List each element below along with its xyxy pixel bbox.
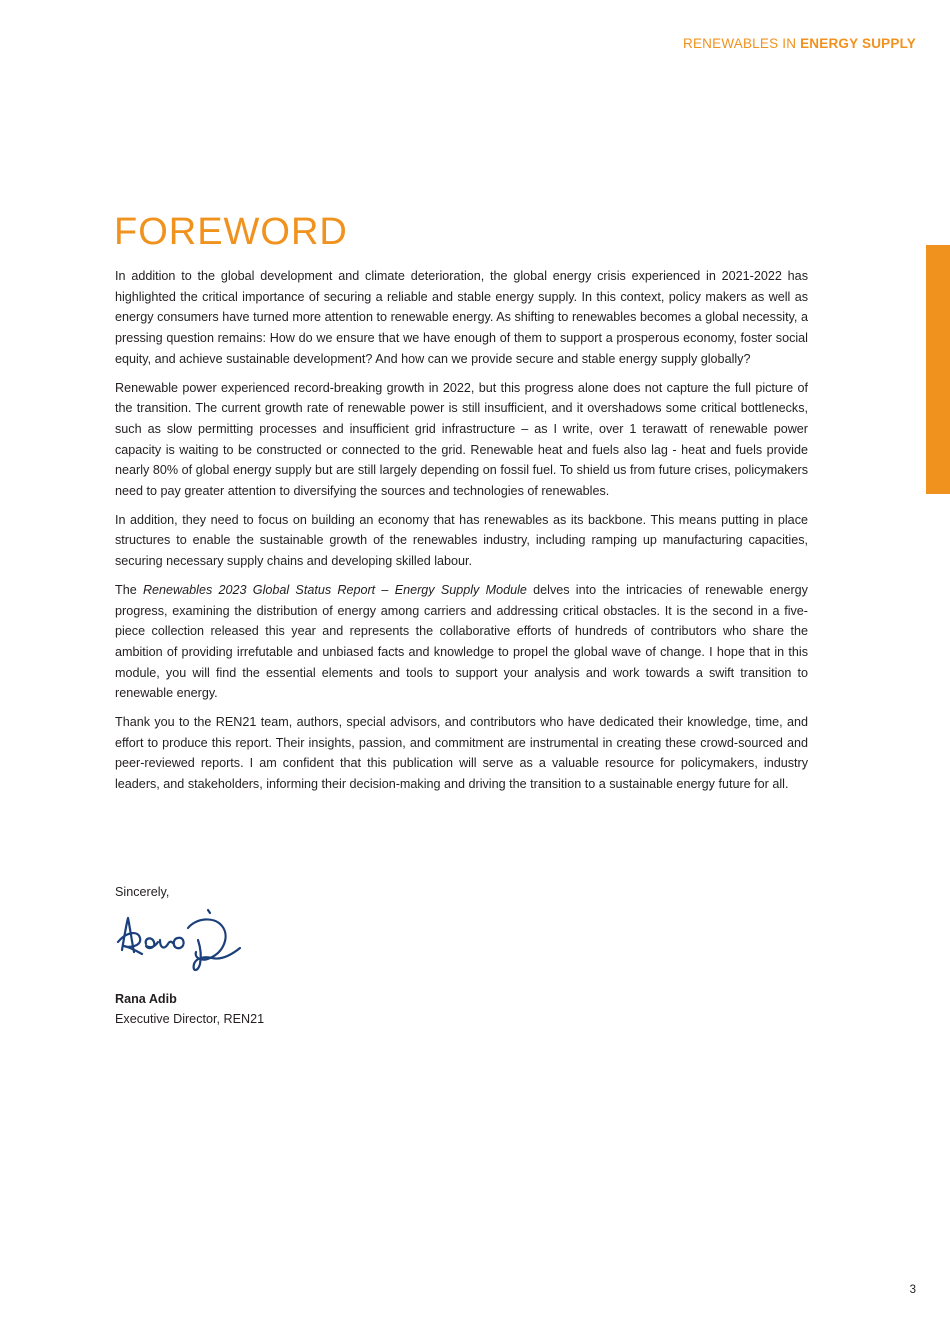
page-title: FOREWORD <box>114 211 348 253</box>
section-kicker-strong: ENERGY SUPPLY <box>800 36 916 51</box>
section-kicker <box>683 36 916 51</box>
closing-salutation: Sincerely, <box>115 885 170 899</box>
paragraph-2: Renewable power experienced record-breaking growth in 2022, but this progress alone does not capture the full picture of the transition. The current growth rate of renewable power is still insufficient, and it overshadows some critical bottlenecks, such as slow permitting processes and insufficient grid infrastructure – as I write, over 1 terawatt of renewable power capacity is waiting to be constructed or connected to the grid. Renewable heat and fuels also lag - heat and fuels provide nearly 80% of global energy supply but are still largely depending on fossil fuel. To shield us from future crises, policymakers need to pay greater attention to diversifying the sources and technologies of renewables. <box>115 380 808 499</box>
paragraph-1: In addition to the global development and climate deterioration, the global energy crisis experienced in 2021-2022 has highlighted the critical importance of securing a reliable and stable energy supply. In this context, policy makers as well as energy consumers have turned more attention to renewable energy. As shifting to renewables becomes a global necessity, a pressing question remains: How do we ensure that we have enough of them to support a prosperous economy, foster social equity, and achieve sustainable development? And how can we provide secure and stable energy supply globally? <box>115 269 808 366</box>
section-kicker-prefix: RENEWABLES IN <box>683 36 797 51</box>
foreword-body <box>115 266 808 803</box>
signer-name: Rana Adib <box>115 992 177 1006</box>
handwritten-signature <box>112 902 262 978</box>
paragraph-4-lead: The <box>115 582 143 597</box>
report-title: Renewables 2023 Global Status Report – Energy Supply Module <box>142 582 527 597</box>
paragraph-3: In addition, they need to focus on building an economy that has renewables as its backbone. This means putting in place structures to enable the sustainable growth of the renewables industry, including ramping up manufacturing capacities, securing necessary supply chains and developing skilled labour. <box>115 512 808 569</box>
side-section-tab <box>926 245 950 494</box>
paragraph-5: Thank you to the REN21 team, authors, special advisors, and contributors who have dedicated their knowledge, time, and effort to produce this report. Their insights, passion, and commitment are instrumental in creating these crowd-sourced and peer-reviewed reports. I am confident that this publication will serve as a valuable resource for policymakers, industry leaders, and stakeholders, informing their decision-making and driving the transition to a sustainable energy future for all. <box>115 715 808 792</box>
paragraph-4 <box>115 580 808 704</box>
page-number: 3 <box>909 1284 916 1296</box>
signer-title: Executive Director, REN21 <box>115 1012 265 1026</box>
paragraph-4-rest: delves into the intricacies of renewable energy progress, examining the distribution of energy among carriers and addressing critical obstacles. It is the second in a five-piece collection released this year and represents the collaborative efforts of hundreds of contributors who share the ambition of providing irrefutable and unbiased facts and knowledge to propel the global wave of change. I hope that in this module, you will find the essential elements and tools to support your analysis and work towards a swift transition to renewable energy. <box>115 582 808 701</box>
